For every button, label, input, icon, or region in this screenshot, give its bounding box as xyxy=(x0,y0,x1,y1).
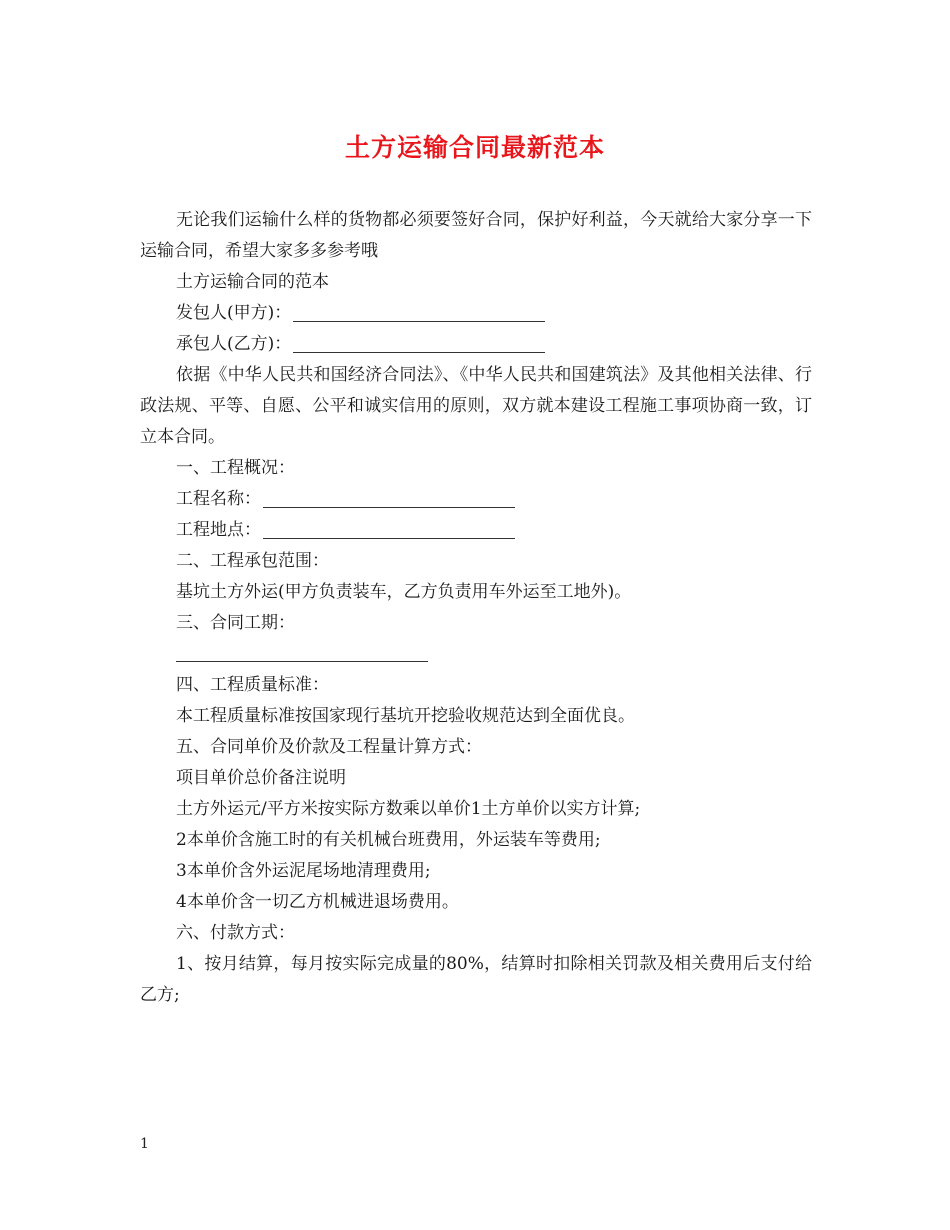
basis-paragraph: 依据《中华人民共和国经济合同法》、《中华人民共和国建筑法》及其他相关法律、行政法规、平等、自愿、公平和诚实信用的原则，双方就本建设工程施工事项协商一致，订立本合同。 xyxy=(140,365,812,447)
section-4-heading: 四、工程质量标准： xyxy=(176,675,329,695)
party-a-blank xyxy=(293,303,545,322)
document-title: 土方运输合同最新范本 xyxy=(344,133,605,162)
page-number: 1 xyxy=(140,1136,149,1152)
price-item-2: 2本单价含施工时的有关机械台班费用，外运装车等费用; xyxy=(176,830,601,850)
document-body xyxy=(140,205,812,1011)
project-name-label: 工程名称： xyxy=(176,489,261,509)
party-a-line xyxy=(140,298,812,329)
section-2-heading: 二、工程承包范围： xyxy=(176,551,329,571)
price-item-3: 3本单价含外运泥尾场地清理费用; xyxy=(176,861,431,881)
intro-paragraph: 无论我们运输什么样的货物都必须要签好合同，保护好利益，今天就给大家分享一下运输合同，希望大家多多参考哦 xyxy=(140,210,812,261)
section-1-heading: 一、工程概况： xyxy=(176,458,295,478)
project-location-label: 工程地点： xyxy=(176,520,261,540)
project-name-line xyxy=(140,484,812,515)
price-table-header: 项目单价总价备注说明 xyxy=(176,768,346,788)
price-item-1: 土方外运元/平方米按实际方数乘以单价1土方单价以实方计算; xyxy=(176,799,641,819)
party-a-label: 发包人(甲方)： xyxy=(176,303,292,323)
scope-paragraph: 基坑土方外运(甲方负责装车，乙方负责用车外运至工地外)。 xyxy=(176,582,632,602)
project-name-blank xyxy=(263,489,515,508)
duration-blank xyxy=(176,661,428,662)
party-b-line xyxy=(140,329,812,360)
section-3-heading: 三、合同工期： xyxy=(176,613,295,633)
sample-heading: 土方运输合同的范本 xyxy=(176,272,329,292)
payment-paragraph-1: 1、按月结算，每月按实际完成量的80%，结算时扣除相关罚款及相关费用后支付给乙方; xyxy=(140,954,812,1005)
party-b-label: 承包人(乙方)： xyxy=(176,334,292,354)
price-item-4: 4本单价含一切乙方机械进退场费用。 xyxy=(176,892,459,912)
party-b-blank xyxy=(293,334,545,353)
project-location-blank xyxy=(263,520,515,539)
project-location-line xyxy=(140,515,812,546)
duration-blank-line xyxy=(140,639,812,670)
section-5-heading: 五、合同单价及价款及工程量计算方式： xyxy=(176,737,482,757)
section-6-heading: 六、付款方式： xyxy=(176,923,295,943)
quality-paragraph: 本工程质量标准按国家现行基坑开挖验收规范达到全面优良。 xyxy=(176,706,635,726)
